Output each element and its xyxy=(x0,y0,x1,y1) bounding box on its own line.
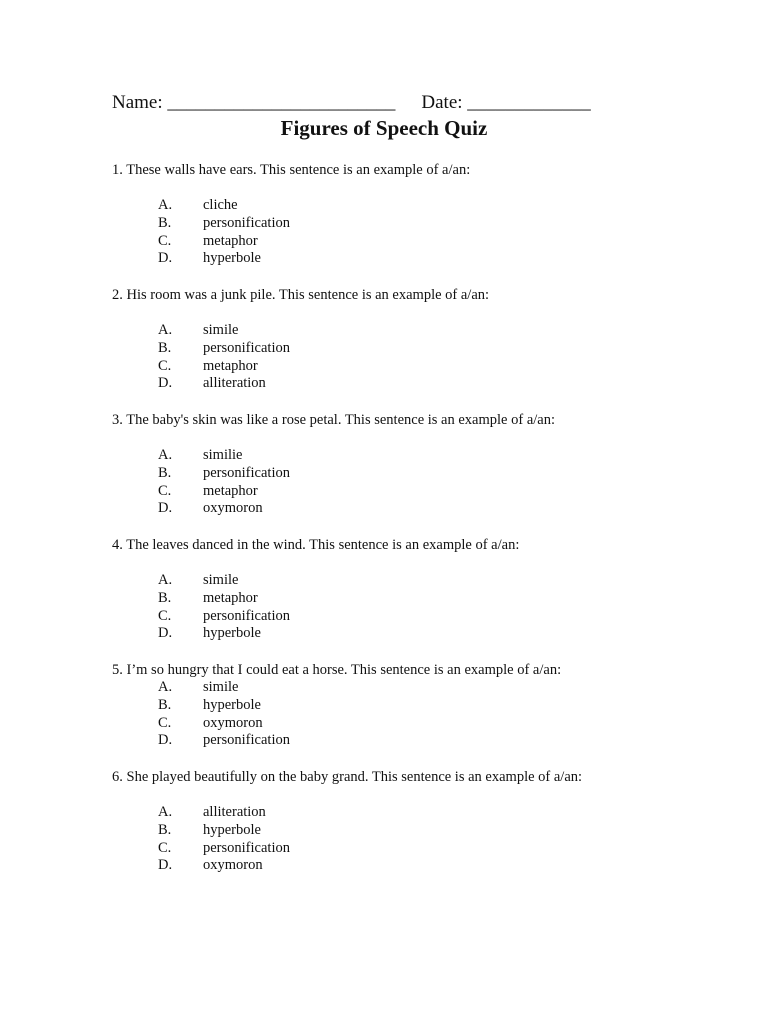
option-letter: D. xyxy=(158,250,173,267)
option-d xyxy=(112,500,732,518)
option-c xyxy=(112,483,732,501)
option-a xyxy=(112,197,732,215)
option-b xyxy=(112,822,732,840)
option-letter: C. xyxy=(158,714,172,731)
option-c xyxy=(112,358,732,376)
option-a xyxy=(112,572,732,590)
option-text: alliteration xyxy=(203,375,266,392)
option-letter: A. xyxy=(158,804,173,820)
option-letter: B. xyxy=(158,464,172,481)
option-c xyxy=(112,233,732,251)
question-stem: 1. These walls have ears. This sentence is an example of a/an: xyxy=(112,162,471,178)
options-list xyxy=(112,322,732,393)
question-stem: 5. I’m so hungry that I could eat a horse. This sentence is an example of a/an: xyxy=(112,662,562,678)
option-text: simile xyxy=(203,322,239,338)
option-text: hyperbole xyxy=(203,625,261,642)
option-a xyxy=(112,804,732,822)
question-stem: 6. She played beautifully on the baby grand. This sentence is an example of a/an: xyxy=(112,769,583,785)
option-a xyxy=(112,679,732,697)
option-letter: D. xyxy=(158,857,173,874)
option-text: metaphor xyxy=(203,232,258,249)
options-list xyxy=(112,197,732,268)
option-b xyxy=(112,340,732,358)
option-text: personification xyxy=(203,607,290,624)
option-letter: A. xyxy=(158,572,173,588)
option-b xyxy=(112,590,732,608)
option-a xyxy=(112,447,732,465)
question-5 xyxy=(112,661,732,750)
name-field: Name: ________________________ xyxy=(112,92,396,113)
option-text: similie xyxy=(203,447,243,463)
option-letter: B. xyxy=(158,821,172,838)
option-text: personification xyxy=(203,464,290,481)
option-letter: B. xyxy=(158,214,172,231)
option-text: personification xyxy=(203,732,290,749)
date-field: Date: _____________ xyxy=(421,92,591,113)
option-a xyxy=(112,322,732,340)
question-stem: 3. The baby's skin was like a rose petal. This sentence is an example of a/an: xyxy=(112,412,555,428)
option-b xyxy=(112,697,732,715)
question-stem: 4. The leaves danced in the wind. This sentence is an example of a/an: xyxy=(112,537,520,553)
option-text: simile xyxy=(203,679,239,695)
option-letter: B. xyxy=(158,589,172,606)
option-letter: A. xyxy=(158,447,173,463)
option-letter: A. xyxy=(158,197,173,213)
option-letter: D. xyxy=(158,500,173,517)
option-b xyxy=(112,465,732,483)
option-letter: D. xyxy=(158,625,173,642)
option-text: oxymoron xyxy=(203,857,263,874)
option-d xyxy=(112,250,732,268)
question-6 xyxy=(112,768,732,875)
option-c xyxy=(112,608,732,626)
option-b xyxy=(112,215,732,233)
header-line xyxy=(112,92,591,114)
question-3 xyxy=(112,411,732,518)
options-list xyxy=(112,447,732,518)
option-c xyxy=(112,715,732,733)
option-d xyxy=(112,857,732,875)
option-letter: B. xyxy=(158,339,172,356)
question-stem: 2. His room was a junk pile. This sentence is an example of a/an: xyxy=(112,287,490,303)
option-text: metaphor xyxy=(203,357,258,374)
option-text: personification xyxy=(203,214,290,231)
option-text: personification xyxy=(203,339,290,356)
page-title: Figures of Speech Quiz xyxy=(280,116,488,140)
option-text: hyperbole xyxy=(203,250,261,267)
options-list xyxy=(112,679,732,750)
option-letter: D. xyxy=(158,732,173,749)
option-text: hyperbole xyxy=(203,696,261,713)
option-letter: C. xyxy=(158,357,172,374)
option-letter: C. xyxy=(158,839,172,856)
option-text: cliche xyxy=(203,197,238,213)
options-list xyxy=(112,572,732,643)
option-letter: D. xyxy=(158,375,173,392)
question-2 xyxy=(112,286,732,393)
option-letter: C. xyxy=(158,607,172,624)
option-text: metaphor xyxy=(203,482,258,499)
option-d xyxy=(112,732,732,750)
question-4 xyxy=(112,536,732,643)
question-1 xyxy=(112,161,732,268)
option-text: simile xyxy=(203,572,239,588)
option-text: hyperbole xyxy=(203,821,261,838)
option-text: metaphor xyxy=(203,589,258,606)
option-c xyxy=(112,840,732,858)
option-text: oxymoron xyxy=(203,714,263,731)
option-text: alliteration xyxy=(203,804,266,820)
options-list xyxy=(112,804,732,875)
option-letter: A. xyxy=(158,679,173,695)
option-letter: B. xyxy=(158,696,172,713)
option-d xyxy=(112,375,732,393)
option-text: personification xyxy=(203,839,290,856)
option-letter: A. xyxy=(158,322,173,338)
option-letter: C. xyxy=(158,232,172,249)
option-d xyxy=(112,625,732,643)
option-text: oxymoron xyxy=(203,500,263,517)
option-letter: C. xyxy=(158,482,172,499)
